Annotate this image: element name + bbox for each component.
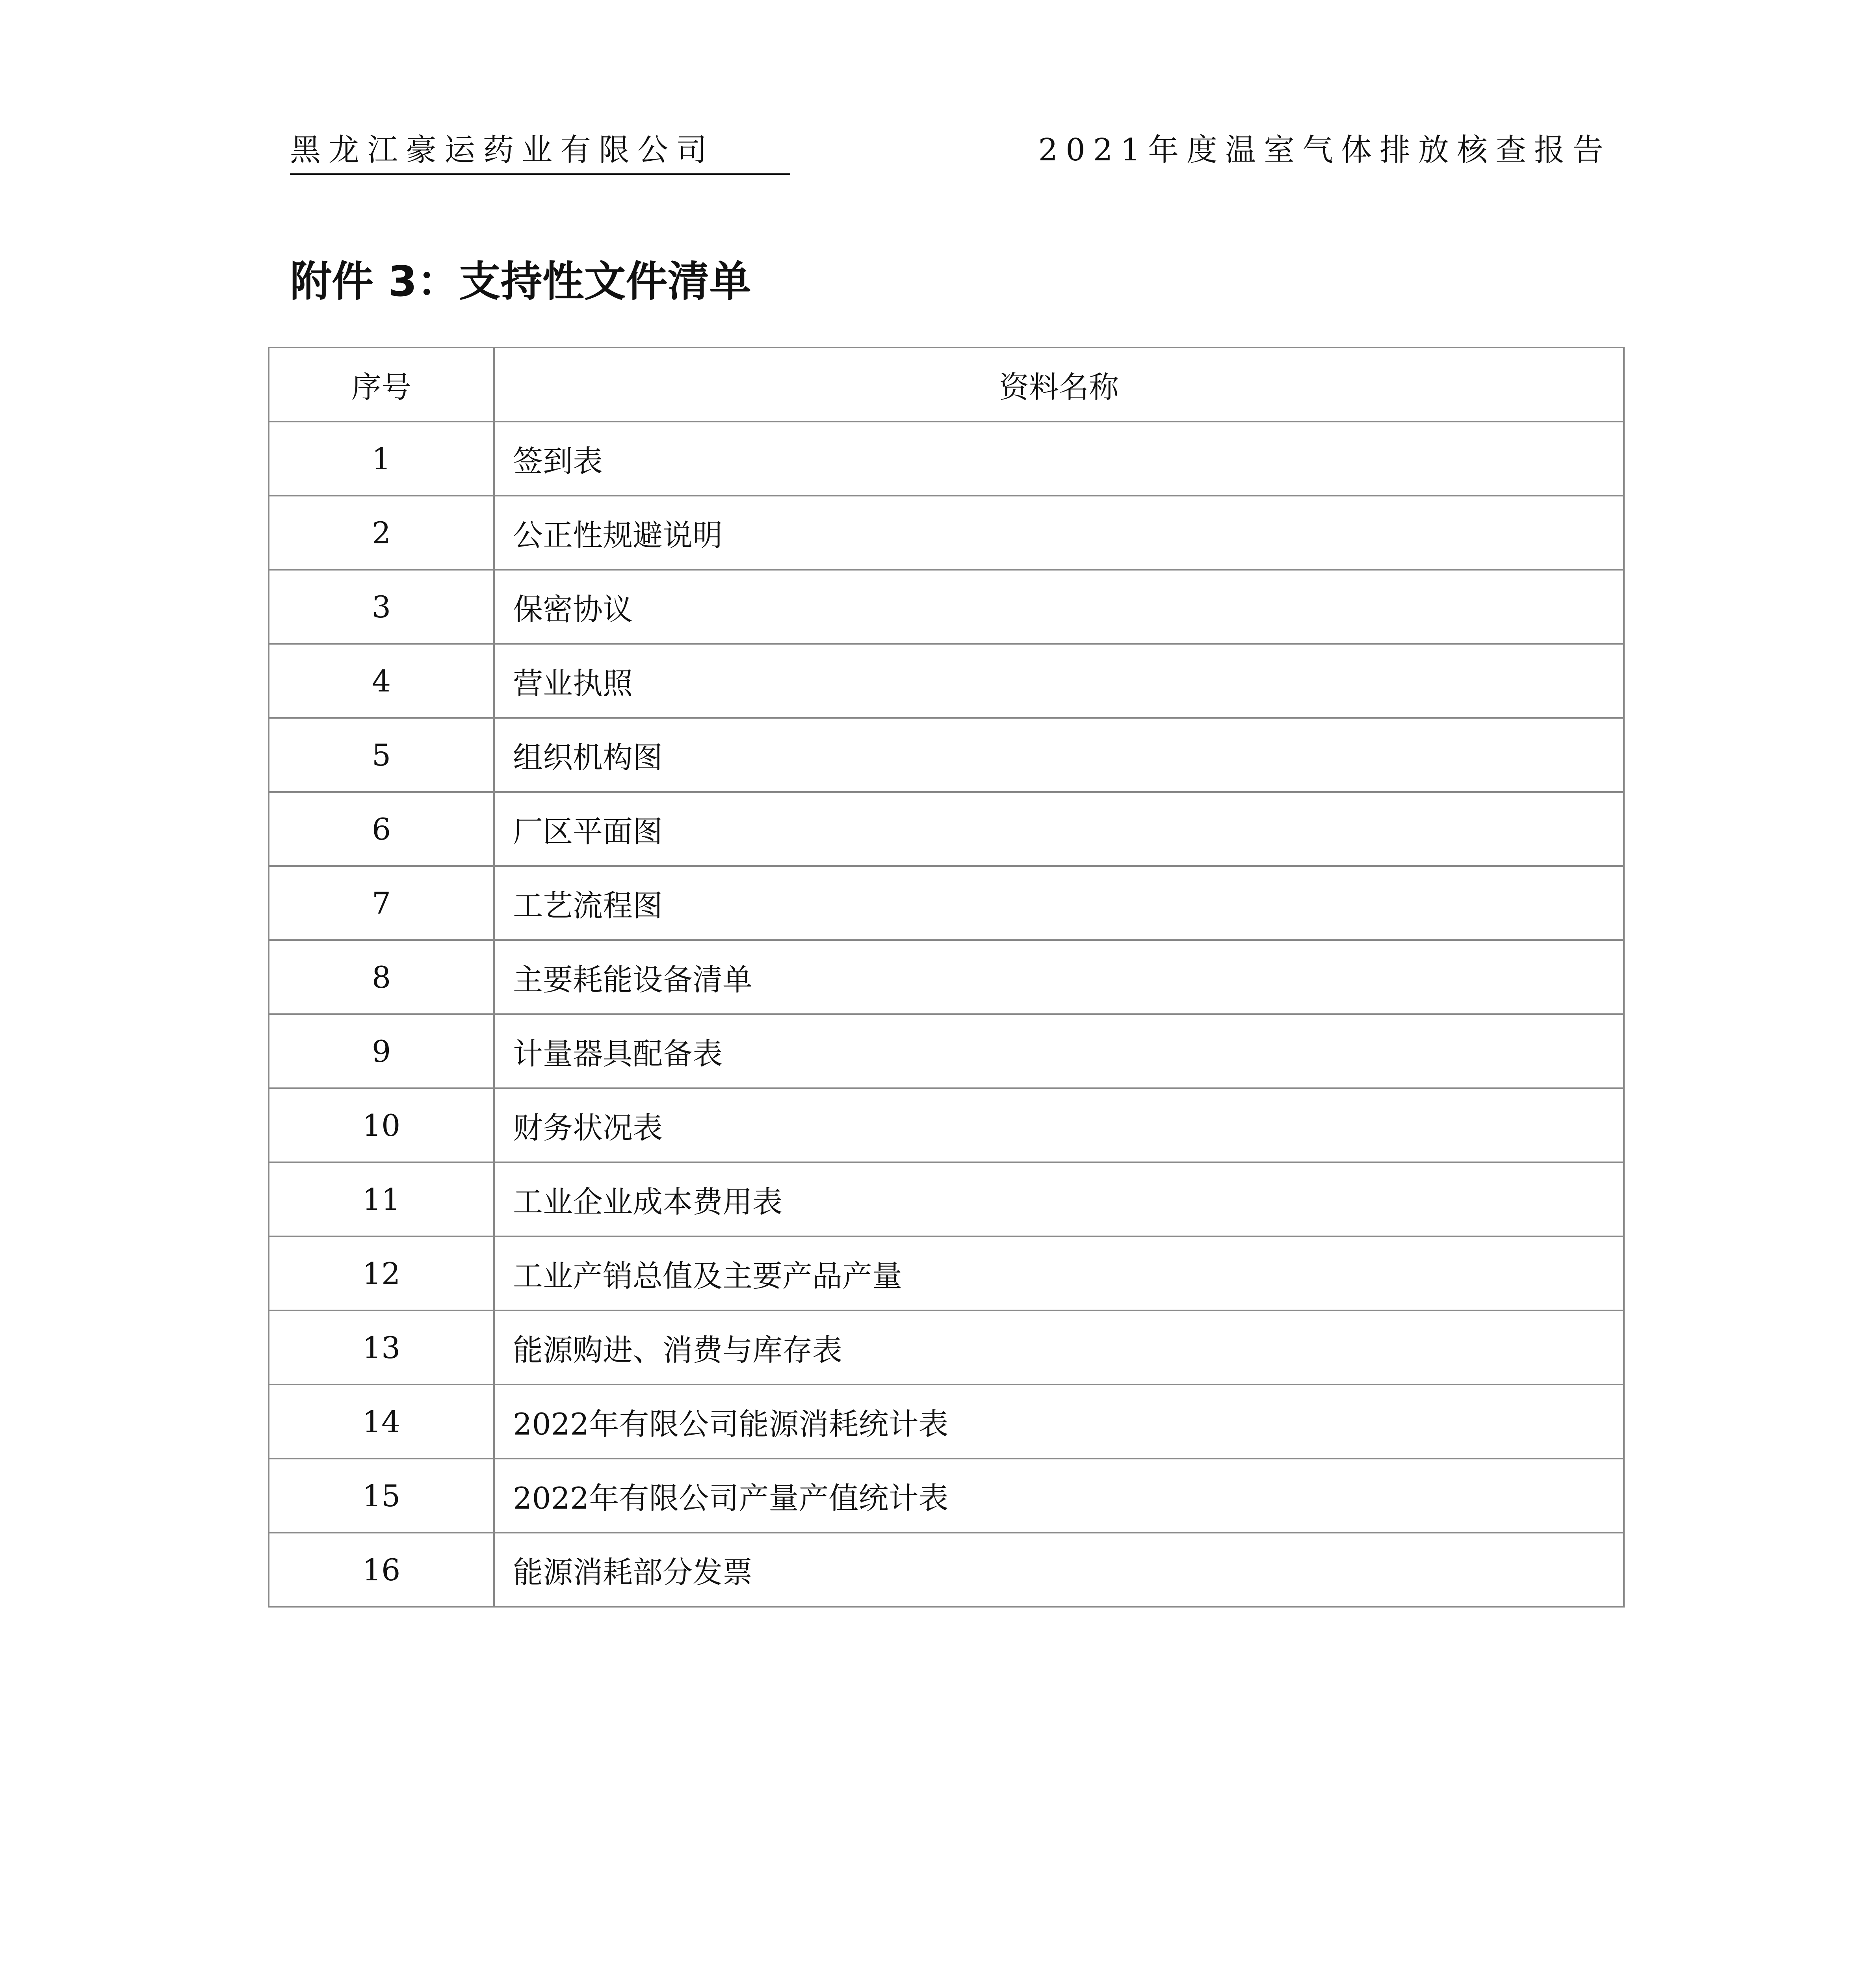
row-number: 16 — [269, 1533, 494, 1607]
column-header-name: 资料名称 — [494, 348, 1624, 422]
document-name: 2022年有限公司产量产值统计表 — [494, 1459, 1624, 1533]
table-row — [269, 1236, 1624, 1310]
document-name: 工艺流程图 — [494, 866, 1624, 940]
header-report-title: 2021年度温室气体排放核查报告 — [1038, 132, 1611, 168]
row-number: 6 — [269, 792, 494, 866]
table-row — [269, 718, 1624, 792]
document-name: 厂区平面图 — [494, 792, 1624, 866]
document-name: 能源消耗部分发票 — [494, 1533, 1624, 1607]
table-row — [269, 1162, 1624, 1236]
row-number: 2 — [269, 496, 494, 570]
page-title: 附件 3：支持性文件清单 — [290, 257, 751, 306]
document-name: 公正性规避说明 — [494, 496, 1624, 570]
document-name: 工业企业成本费用表 — [494, 1162, 1624, 1236]
table-row — [269, 1310, 1624, 1385]
row-number: 7 — [269, 866, 494, 940]
row-number: 14 — [269, 1385, 494, 1459]
table-row — [269, 570, 1624, 644]
header-underline — [290, 173, 790, 175]
table-row — [269, 1014, 1624, 1088]
document-name: 2022年有限公司能源消耗统计表 — [494, 1385, 1624, 1459]
document-name: 营业执照 — [494, 644, 1624, 718]
row-number: 8 — [269, 940, 494, 1014]
document-name: 保密协议 — [494, 570, 1624, 644]
row-number: 3 — [269, 570, 494, 644]
page-header — [290, 128, 1611, 175]
table-row — [269, 496, 1624, 570]
table-row — [269, 866, 1624, 940]
document-name: 工业产销总值及主要产品产量 — [494, 1236, 1624, 1310]
table-header-row — [269, 348, 1624, 422]
document-name: 组织机构图 — [494, 718, 1624, 792]
supporting-documents-table — [268, 347, 1625, 1608]
row-number: 11 — [269, 1162, 494, 1236]
row-number: 10 — [269, 1088, 494, 1162]
row-number: 15 — [269, 1459, 494, 1533]
row-number: 9 — [269, 1014, 494, 1088]
table-row — [269, 1459, 1624, 1533]
table-row — [269, 1385, 1624, 1459]
table-row — [269, 792, 1624, 866]
table-row — [269, 940, 1624, 1014]
table-row — [269, 644, 1624, 718]
document-name: 主要耗能设备清单 — [494, 940, 1624, 1014]
document-name: 财务状况表 — [494, 1088, 1624, 1162]
row-number: 12 — [269, 1236, 494, 1310]
row-number: 1 — [269, 422, 494, 496]
header-company: 黑龙江豪运药业有限公司 — [290, 132, 715, 168]
table-row — [269, 422, 1624, 496]
table-row — [269, 1533, 1624, 1607]
row-number: 13 — [269, 1310, 494, 1385]
table-row — [269, 1088, 1624, 1162]
document-name: 计量器具配备表 — [494, 1014, 1624, 1088]
document-name: 签到表 — [494, 422, 1624, 496]
row-number: 4 — [269, 644, 494, 718]
column-header-number: 序号 — [269, 348, 494, 422]
document-name: 能源购进、消费与库存表 — [494, 1310, 1624, 1385]
row-number: 5 — [269, 718, 494, 792]
